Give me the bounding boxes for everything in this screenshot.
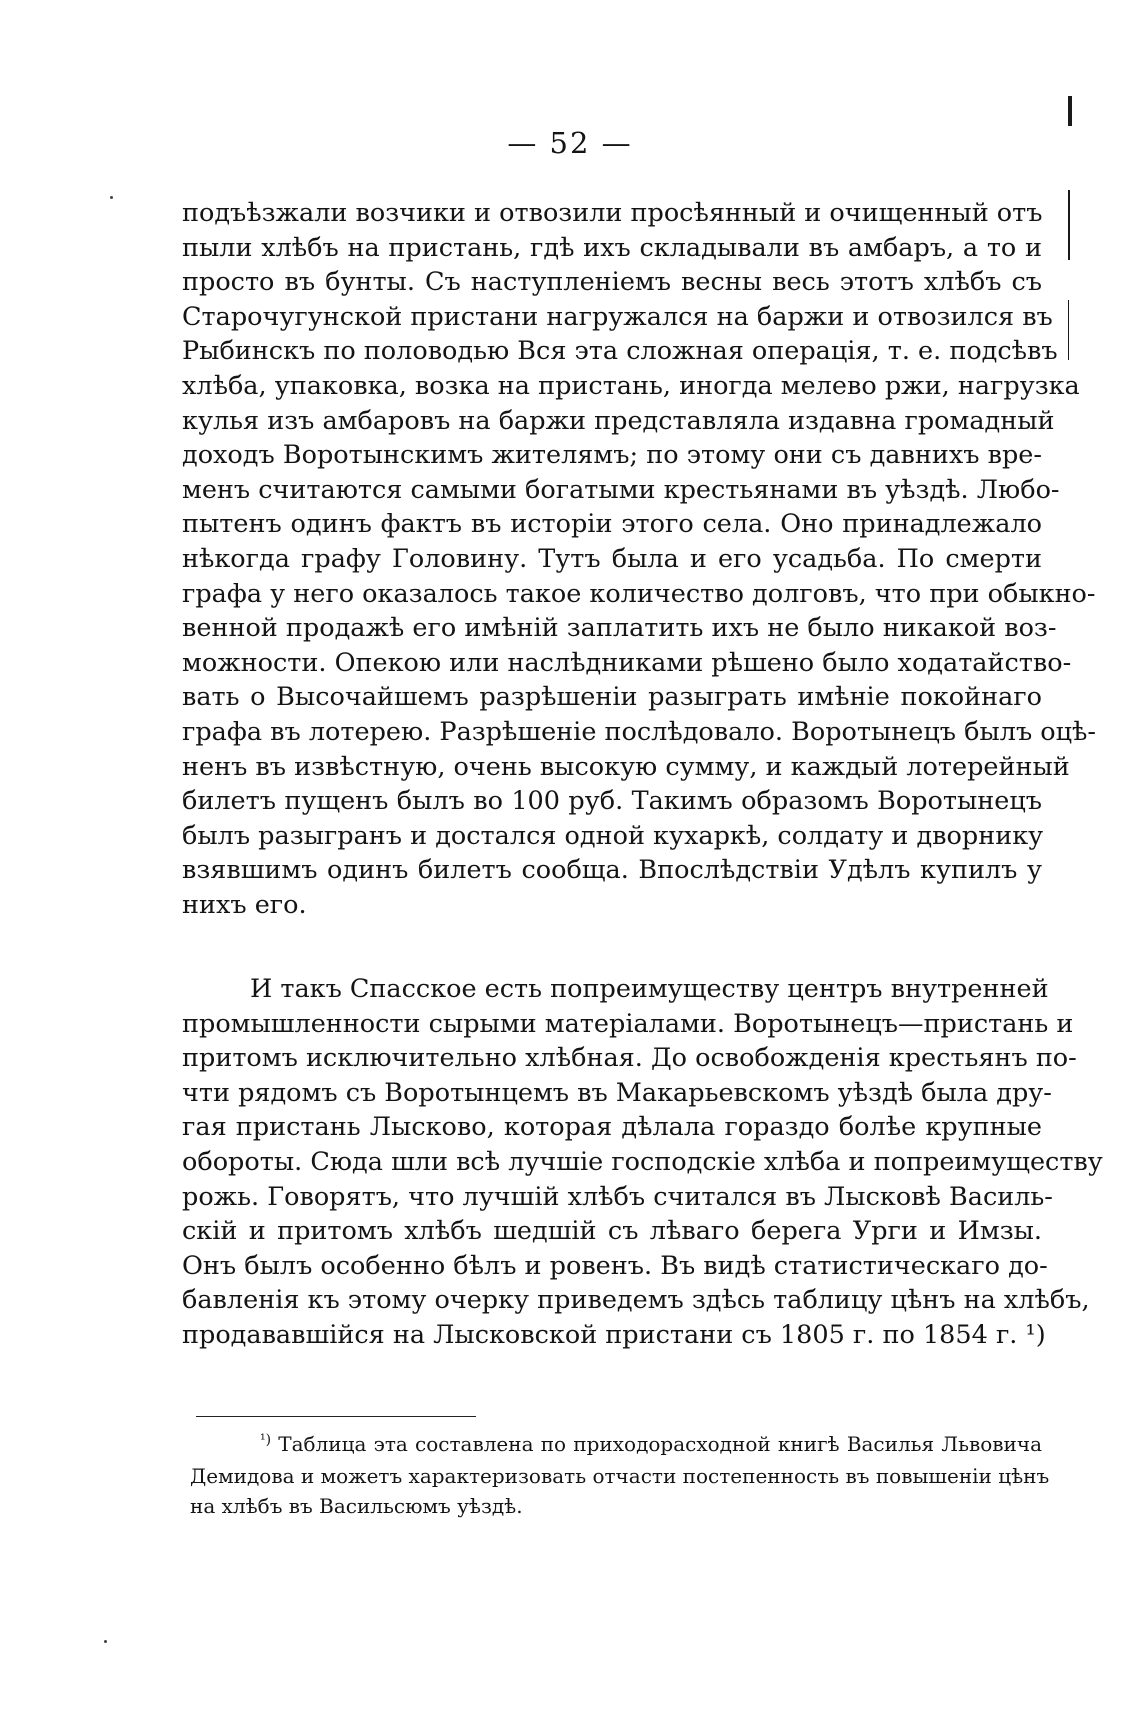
text-line: обороты. Сюда шли всѣ лучшіе господскіе хлѣба и попреимуществу <box>182 1146 1103 1177</box>
scan-speck <box>110 196 113 199</box>
footnote-line-text: Таблица эта составлена по приходорасходной книгѣ Василья Львовича <box>278 1432 1042 1456</box>
text-line: пытенъ одинъ фактъ въ исторіи этого села. Оно принадлежало <box>182 509 1042 540</box>
text-line: нѣкогда графу Головину. Тутъ была и его усадьба. По смерти <box>182 543 1042 574</box>
footnote-divider <box>196 1416 476 1417</box>
text-line: рожь. Говорятъ, что лучшій хлѣбъ считался въ Лысковѣ Василь- <box>182 1181 1053 1212</box>
text-line: продававшійся на Лысковской пристани съ 1805 г. по 1854 г. ¹) <box>182 1319 1046 1350</box>
text-line: чти рядомъ съ Воротынцемъ въ Макарьевскомъ уѣздѣ была дру- <box>182 1077 1052 1108</box>
text-line: вать о Высочайшемъ разрѣшеніи разыграть имѣніе покойнаго <box>182 682 1042 713</box>
text-line: бавленія къ этому очерку приведемъ здѣсь таблицу цѣнъ на хлѣбъ, <box>182 1285 1090 1316</box>
text-line: подъѣзжали возчики и отвозили просѣянный и очищенный отъ <box>182 198 1043 228</box>
text-line: доходъ Воротынскимъ жителямъ; по этому они съ давнихъ вре- <box>182 440 1042 471</box>
text-line: венной продажѣ его имѣній заплатить ихъ не было никакой воз- <box>182 613 1057 644</box>
text-line: графа въ лотерею. Разрѣшеніе послѣдовало. Воротынецъ былъ оцѣ- <box>182 716 1097 747</box>
text-line: кулья изъ амбаровъ на баржи представляла издавна громадный <box>182 405 1055 436</box>
scan-margin-mark <box>1068 300 1069 360</box>
text-line: скій и притомъ хлѣбъ шедшій съ лѣваго берега Урги и Имзы. <box>182 1216 1042 1247</box>
text-line: графа у него оказалось такое количество долговъ, что при обыкно- <box>182 578 1096 609</box>
paragraph-2 <box>182 972 1103 1353</box>
footnote-line: Демидова и можетъ характеризовать отчасти постепенность въ повышеніи цѣнъ <box>190 1464 1050 1489</box>
text-line: былъ разыгранъ и достался одной кухаркѣ, солдату и дворнику <box>182 820 1044 851</box>
text-line: пыли хлѣбъ на пристань, гдѣ ихъ складывали въ амбаръ, а то и <box>182 232 1042 263</box>
scan-speck <box>104 1640 107 1643</box>
text-line: можности. Опекою или наслѣдниками рѣшено было ходатайство- <box>182 647 1072 678</box>
text-line: просто въ бунты. Съ наступленіемъ весны весь этотъ хлѣбъ съ <box>182 267 1042 298</box>
text-line: Рыбинскъ по половодью Вся эта сложная операція, т. е. подсѣвъ <box>182 336 1058 367</box>
text-line: притомъ исключительно хлѣбная. До освобожденія крестьянъ по- <box>182 1043 1077 1074</box>
text-line: промышленности сырыми матеріалами. Воротынецъ—пристань и <box>182 1008 1074 1039</box>
footnote-marker: ¹) <box>260 1432 272 1448</box>
footnote-line: на хлѣбъ въ Васильсюмъ уѣздѣ. <box>190 1493 523 1518</box>
text-line: менъ считаются самыми богатыми крестьянами въ уѣздѣ. Любо- <box>182 474 1060 505</box>
text-line: Старочугунской пристани нагружался на баржи и отвозился въ <box>182 301 1053 332</box>
scan-margin-mark <box>1068 190 1070 260</box>
page-number: — 52 — <box>507 126 633 160</box>
text-line: взявшимъ одинъ билетъ сообща. Впослѣдствіи Удѣлъ купилъ у <box>182 855 1042 886</box>
paragraph-1 <box>182 196 1097 922</box>
text-line: билетъ пущенъ былъ во 100 руб. Такимъ образомъ Воротынецъ <box>182 786 1042 817</box>
text-line: хлѣба, упаковка, возка на пристань, иногда мелево ржи, нагрузка <box>182 370 1080 401</box>
text-line: Онъ былъ особенно бѣлъ и ровенъ. Въ видѣ статистическаго до- <box>182 1250 1048 1281</box>
text-line: ненъ въ извѣстную, очень высокую сумму, и каждый лотерейный <box>182 751 1070 782</box>
text-line: гая пристань Лысково, которая дѣлала гораздо болѣе крупные <box>182 1112 1042 1143</box>
footnote-line <box>190 1430 1042 1462</box>
scan-margin-mark <box>1068 96 1072 126</box>
text-line: И такъ Спасское есть попреимуществу центръ внутренней <box>250 974 1049 1004</box>
text-line: нихъ его. <box>182 889 307 920</box>
footnote <box>190 1430 1050 1521</box>
